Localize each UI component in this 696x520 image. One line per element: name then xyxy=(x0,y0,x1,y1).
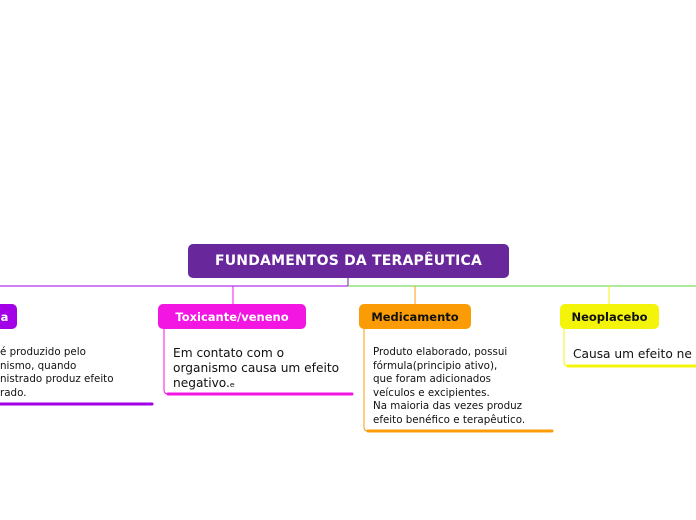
topic-a[interactable]: a xyxy=(0,304,17,329)
central-topic[interactable]: FUNDAMENTOS DA TERAPÊUTICA xyxy=(188,244,509,278)
note-a[interactable]: é produzido pelo nismo, quando nistrado produz efeito rado. xyxy=(0,346,114,399)
topic-toxicante-veneno[interactable]: Toxicante/veneno xyxy=(158,304,306,329)
topic-neoplacebo[interactable]: Neoplacebo xyxy=(560,304,659,329)
note-neoplacebo[interactable]: Causa um efeito ne xyxy=(573,347,692,361)
topic-medicamento[interactable]: Medicamento xyxy=(359,304,471,329)
note-toxicante-veneno[interactable]: Em contato com o organismo causa um efeito negativo.ₑ xyxy=(173,346,340,390)
note-medicamento[interactable]: Produto elaborado, possui fórmula(principio ativo), que foram adicionados veículos e excipientes. Na maioria das vezes produz efeito benéfico e terapêutico. xyxy=(373,346,526,426)
